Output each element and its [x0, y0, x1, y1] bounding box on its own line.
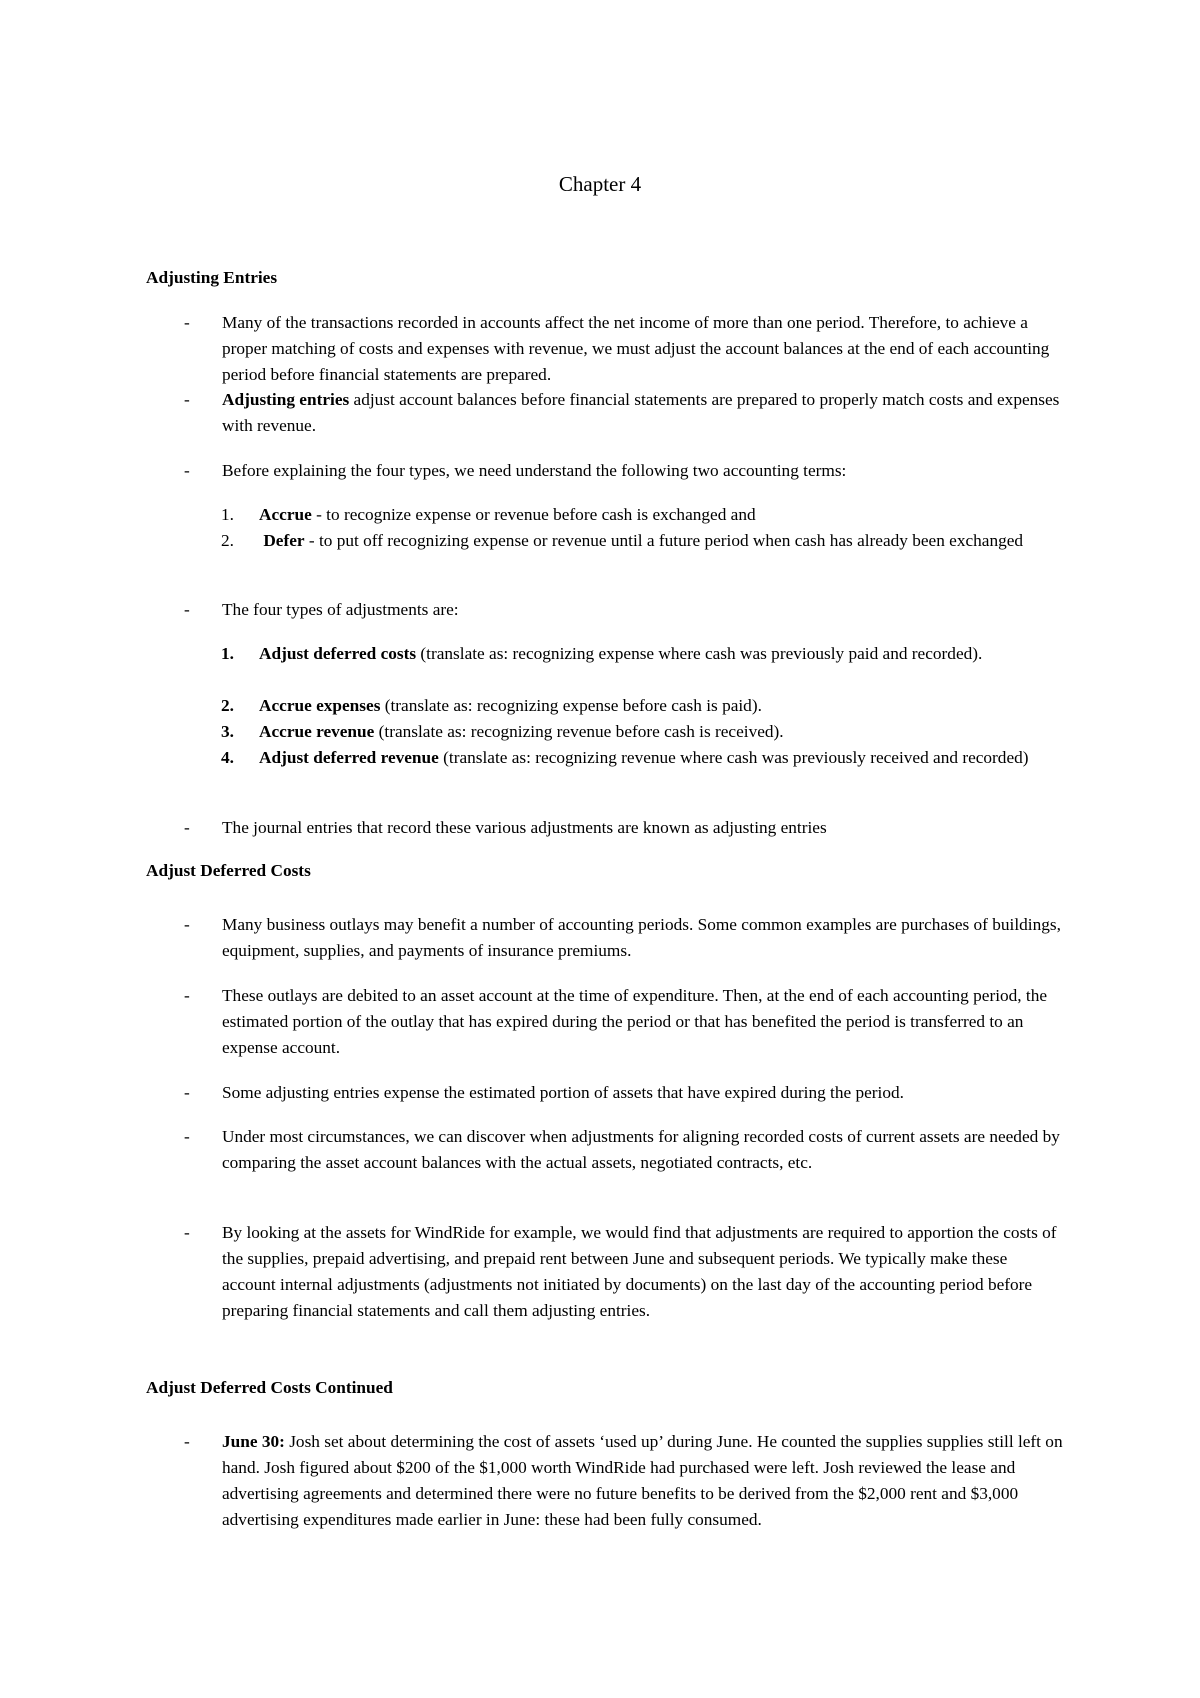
bullet-dash: - [184, 915, 190, 934]
bullet-dash: - [184, 313, 190, 332]
item-text [259, 528, 1064, 554]
item-body: (translate as: recognizing expense where cash was previously paid and recorded). [416, 644, 983, 663]
bullet-text [222, 387, 1064, 439]
item-text [259, 719, 1064, 745]
bold-term: Accrue revenue [259, 722, 375, 741]
item-text [259, 745, 1064, 771]
bullet-dash: - [184, 1223, 190, 1242]
bullet-text: The journal entries that record these various adjustments are known as adjusting entries [222, 818, 827, 837]
bullet-dash: - [184, 986, 190, 1005]
bullet-text: The four types of adjustments are: [222, 600, 459, 619]
bullet-text: Before explaining the four types, we need understand the following two accounting terms: [222, 461, 847, 480]
page-title: Chapter 4 [558, 172, 642, 196]
bullet-body: Josh set about determining the cost of assets ‘used up’ during June. He counted the supplies supplies still left on hand. Josh figured about $200 of the $1,000 worth WindRide had purchased were left. Josh reviewed the lease and advertising agreements and determined there were no future benefits to be derived from the $2,000 rent and $3,000 advertising expenditures made earlier in June: these had been fully consumed. [222, 1432, 1063, 1529]
bullet-text: By looking at the assets for WindRide for example, we would find that adjustments are required to apportion the costs of the supplies, prepaid advertising, and prepaid rent between June and subsequent periods. We typically make these account internal adjustments (adjustments not initiated by documents) on the last day of the accounting period before preparing financial statements and call them adjusting entries. [222, 1223, 1057, 1320]
bullet-body: adjust account balances before financial statements are prepared to properly match costs and expenses with revenue. [222, 390, 1060, 435]
item-body: (translate as: recognizing revenue where cash was previously received and recorded) [438, 748, 1029, 767]
item-body: - to put off recognizing expense or revenue until a future period when cash has already been exchanged [304, 531, 1024, 550]
bullet-dash: - [184, 1083, 190, 1102]
item-number: 1. [221, 505, 234, 524]
item-number: 1. [221, 644, 234, 663]
bullet-dash: - [184, 1432, 190, 1451]
item-text [259, 641, 1064, 667]
bold-term: Accrue expenses [259, 696, 381, 715]
bullet-text: Many business outlays may benefit a number of accounting periods. Some common examples are purchases of buildings, equipment, supplies, and payments of insurance premiums. [222, 915, 1061, 960]
bullet-text [222, 1429, 1064, 1533]
bullet-dash: - [184, 1127, 190, 1146]
bullet-text: Some adjusting entries expense the estimated portion of assets that have expired during the period. [222, 1083, 904, 1102]
bold-term: Accrue [259, 505, 312, 524]
bullet-text: Many of the transactions recorded in accounts affect the net income of more than one period. Therefore, to achieve a proper matching of costs and expenses with revenue, we must adjust the account balances at the end of each accounting period before financial statements are prepared. [222, 313, 1050, 384]
bold-date: June 30: [222, 1432, 285, 1451]
section-heading-adjust-deferred-costs-continued: Adjust Deferred Costs Continued [146, 1378, 393, 1397]
item-body: (translate as: recognizing expense before cash is paid). [380, 696, 762, 715]
bullet-text: These outlays are debited to an asset account at the time of expenditure. Then, at the end of each accounting period, the estimated portion of the outlay that has expired during the period or that has benefited the period is transferred to an expense account. [222, 986, 1048, 1057]
bold-term: Adjusting entries [222, 390, 350, 409]
bold-term: Defer [263, 531, 305, 550]
item-number: 2. [221, 696, 234, 715]
item-body: - to recognize expense or revenue before cash is exchanged and [311, 505, 756, 524]
bullet-dash: - [184, 461, 190, 480]
item-number: 3. [221, 722, 234, 741]
item-number: 2. [221, 531, 234, 550]
section-heading-adjusting-entries: Adjusting Entries [146, 268, 278, 287]
item-number: 4. [221, 748, 234, 767]
item-text [259, 502, 1064, 528]
bullet-text: Under most circumstances, we can discover when adjustments for aligning recorded costs of current assets are needed by comparing the asset account balances with the actual assets, negotiated contracts, etc. [222, 1127, 1060, 1172]
bold-term: Adjust deferred revenue [259, 748, 439, 767]
bold-term: Adjust deferred costs [259, 644, 417, 663]
section-heading-adjust-deferred-costs: Adjust Deferred Costs [146, 861, 311, 880]
item-text [259, 693, 1064, 719]
bullet-dash: - [184, 600, 190, 619]
bullet-dash: - [184, 390, 190, 409]
bullet-dash: - [184, 818, 190, 837]
item-body: (translate as: recognizing revenue before cash is received). [374, 722, 784, 741]
